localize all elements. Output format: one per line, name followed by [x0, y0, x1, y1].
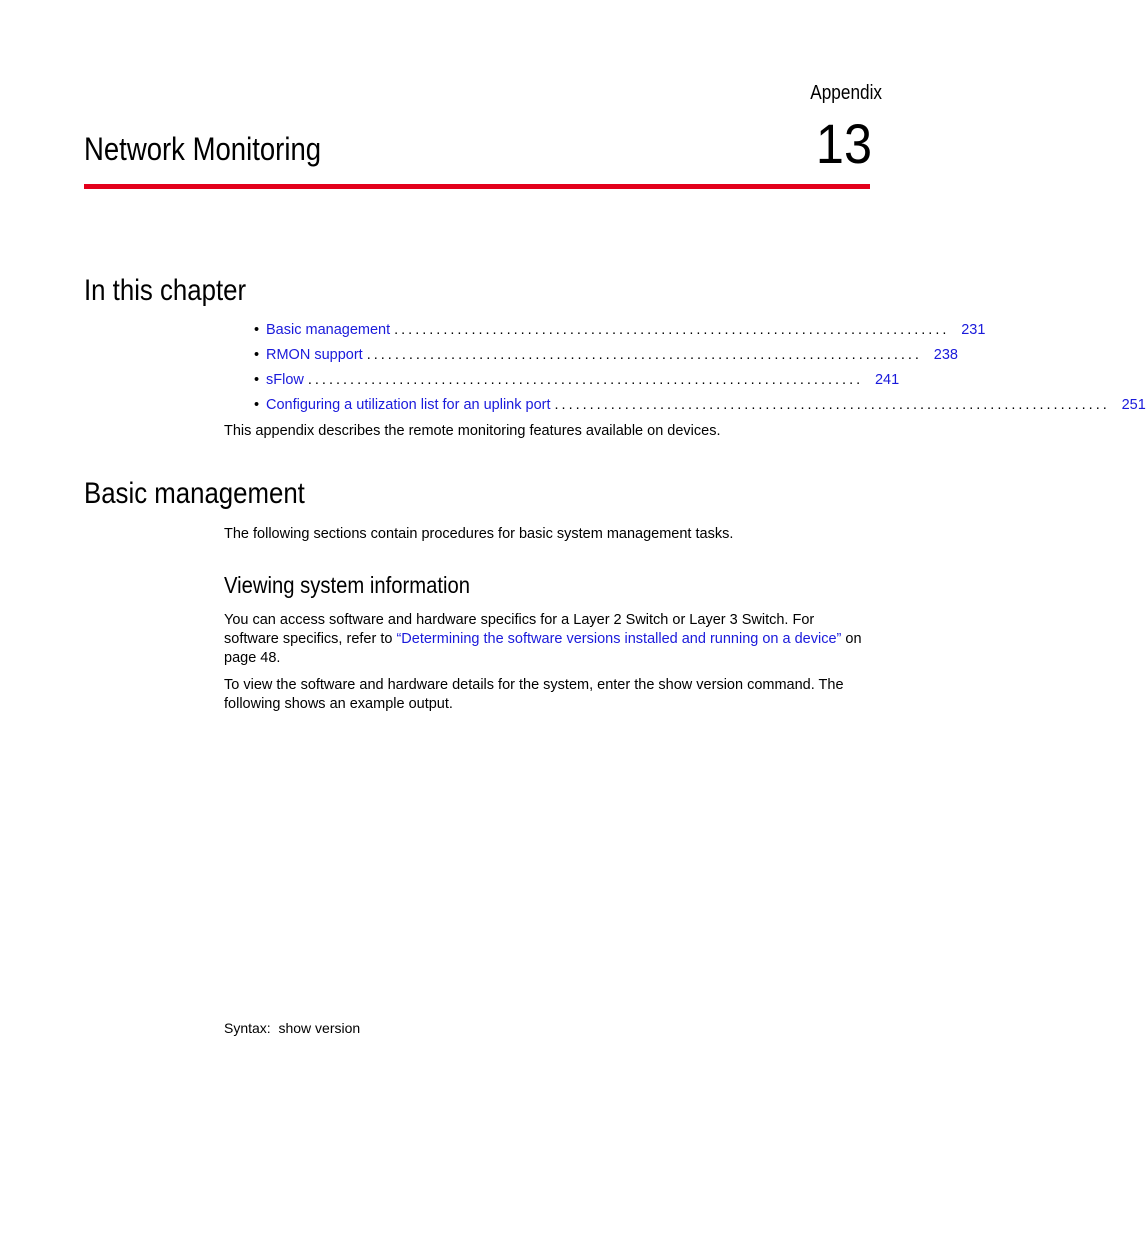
bullet-icon: • — [254, 372, 260, 388]
bullet-icon: • — [254, 397, 260, 413]
toc-item-page[interactable]: 251 — [1121, 397, 1146, 413]
show-version-paragraph — [224, 676, 864, 714]
bullet-icon: • — [254, 347, 260, 363]
paragraph-text: To view the software and hardware details for the system, enter the — [224, 677, 659, 693]
chapter-title-rule — [84, 184, 870, 189]
software-versions-link[interactable]: “Determining the software versions installed and running on a device” — [396, 631, 842, 647]
paragraph-text: command. The following shows an example output. — [224, 677, 844, 712]
toc-item-label[interactable]: sFlow — [266, 372, 304, 388]
toc-leader-dots: ............................................................................... — [366, 347, 922, 363]
basic-management-heading: Basic management — [84, 477, 305, 510]
toc-item-page[interactable]: 231 — [961, 322, 986, 338]
software-specifics-paragraph — [224, 611, 864, 668]
basic-management-intro: The following sections contain procedures for basic system management tasks. — [224, 526, 734, 542]
chapter-title: Network Monitoring — [84, 131, 322, 167]
bullet-icon: • — [254, 322, 260, 338]
appendix-label: Appendix — [810, 82, 882, 104]
paragraph-text: You can access software and hardware specifics for a Layer 2 Switch or Layer 3 Switch. For software specifics, refer to — [224, 612, 815, 647]
chapter-toc — [254, 322, 1146, 422]
toc-leader-dots: ............................................................................... — [307, 372, 864, 388]
toc-item[interactable] — [254, 322, 986, 347]
toc-item-label[interactable]: RMON support — [266, 347, 363, 363]
toc-item[interactable] — [254, 372, 900, 397]
syntax-label: Syntax: — [224, 1020, 271, 1036]
toc-item-page[interactable]: 241 — [874, 372, 900, 388]
paragraph-text: on page 48. — [224, 631, 862, 666]
chapter-number: 13 — [815, 112, 872, 175]
command-name: show version — [658, 677, 744, 693]
toc-item[interactable] — [254, 347, 958, 372]
syntax-line — [224, 1020, 360, 1036]
appendix-description: This appendix describes the remote monitoring features available on devices. — [224, 423, 721, 439]
toc-item[interactable] — [254, 397, 1146, 422]
viewing-system-information-heading: Viewing system information — [224, 572, 470, 598]
toc-leader-dots: ............................................................................... — [394, 322, 950, 338]
in-this-chapter-heading: In this chapter — [84, 274, 247, 307]
toc-leader-dots: ............................................................................... — [554, 397, 1110, 413]
toc-item-label[interactable]: Basic management — [266, 322, 391, 338]
toc-item-page[interactable]: 238 — [933, 347, 958, 363]
toc-item-label[interactable]: Configuring a utilization list for an uplink port — [266, 397, 551, 413]
syntax-command: show version — [278, 1020, 361, 1036]
